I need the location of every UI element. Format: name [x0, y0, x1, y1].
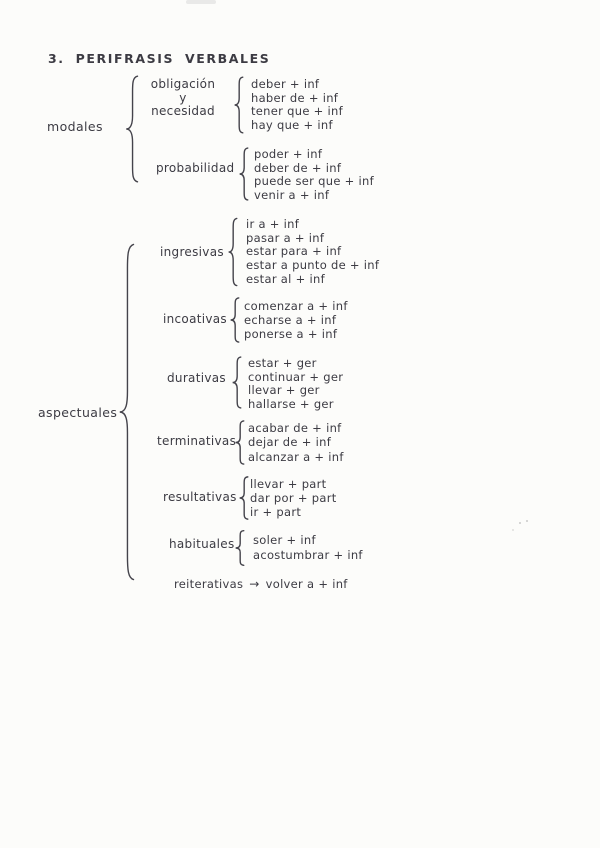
- brace-icon: [234, 420, 247, 465]
- brace-icon: [229, 297, 242, 343]
- subcategory-label: resultativas: [163, 490, 237, 504]
- periphrasis-items: [250, 477, 337, 520]
- subcategory-label: incoativas: [163, 312, 227, 326]
- subcategory-label: habituales: [169, 537, 235, 551]
- periphrasis-item: ponerse a + inf: [244, 327, 338, 342]
- subcategory-label: reiterativas: [174, 577, 244, 591]
- periphrasis-item: hallarse + ger: [248, 397, 334, 412]
- periphrasis-item: llevar + part: [250, 477, 327, 491]
- subcategory-label: terminativas: [157, 434, 237, 448]
- periphrasis-item: poder + inf: [254, 147, 323, 161]
- periphrasis-item: ir + part: [250, 505, 302, 520]
- periphrasis-item: alcanzar a + inf: [248, 449, 344, 464]
- category-label-modales: modales: [47, 119, 103, 134]
- brace-icon: [234, 530, 247, 566]
- periphrasis-items: [248, 357, 343, 412]
- periphrasis-item: estar + ger: [248, 356, 317, 370]
- page-title: 3. PERIFRASIS VERBALES: [48, 51, 271, 66]
- periphrasis-item: ir a + inf: [246, 217, 300, 231]
- periphrasis-items: [248, 421, 344, 464]
- periphrasis-item: estar para + inf: [246, 244, 342, 259]
- periphrasis-items: [244, 299, 348, 342]
- scan-speck: [519, 522, 521, 524]
- periphrasis-items: [254, 148, 374, 203]
- group-reiterativas: [174, 577, 348, 591]
- periphrasis-item: estar al + inf: [246, 271, 325, 286]
- brace-icon: [233, 76, 246, 134]
- scan-smudge: [186, 0, 216, 4]
- scan-speck: [526, 520, 528, 522]
- periphrasis-item: soler + inf: [253, 533, 316, 547]
- periphrasis-items: [246, 218, 379, 287]
- periphrasis-item: acabar de + inf: [248, 421, 342, 435]
- brace-icon: [227, 217, 240, 287]
- periphrasis-item: acostumbrar + inf: [253, 547, 363, 562]
- periphrasis-item: puede ser que + inf: [254, 174, 374, 189]
- periphrasis-item: haber de + inf: [251, 90, 339, 105]
- periphrasis-item: echarse a + inf: [244, 313, 337, 328]
- periphrasis-item: venir a + inf: [254, 188, 330, 203]
- periphrasis-item: deber de + inf: [254, 160, 342, 175]
- brace-icon: [238, 147, 251, 201]
- periphrasis-items: [253, 533, 363, 562]
- subcategory-label: ingresivas: [160, 245, 224, 259]
- category-label-aspectuales: aspectuales: [38, 405, 118, 420]
- subcategory-label: obligación y necesidad: [150, 77, 216, 118]
- arrow-icon: →: [249, 577, 260, 591]
- periphrasis-item: deber + inf: [251, 77, 320, 91]
- periphrasis-item: continuar + ger: [248, 369, 344, 384]
- periphrasis-item: dar por + part: [250, 491, 337, 506]
- scan-speck: [512, 529, 514, 531]
- brace-icon: [124, 74, 142, 184]
- periphrasis-item: comenzar a + inf: [244, 299, 348, 313]
- subcategory-label: durativas: [167, 371, 226, 385]
- periphrasis-item: tener que + inf: [251, 104, 343, 119]
- periphrasis-item: volver a + inf: [265, 577, 348, 591]
- periphrasis-item: pasar a + inf: [246, 230, 325, 245]
- brace-icon: [117, 241, 139, 583]
- periphrasis-items: [251, 78, 343, 133]
- periphrasis-item: llevar + ger: [248, 383, 320, 398]
- brace-icon: [231, 356, 244, 409]
- periphrasis-item: dejar de + inf: [248, 435, 332, 450]
- periphrasis-item: estar a punto de + inf: [246, 258, 380, 273]
- periphrasis-item: hay que + inf: [251, 118, 333, 133]
- subcategory-label: probabilidad: [156, 161, 235, 175]
